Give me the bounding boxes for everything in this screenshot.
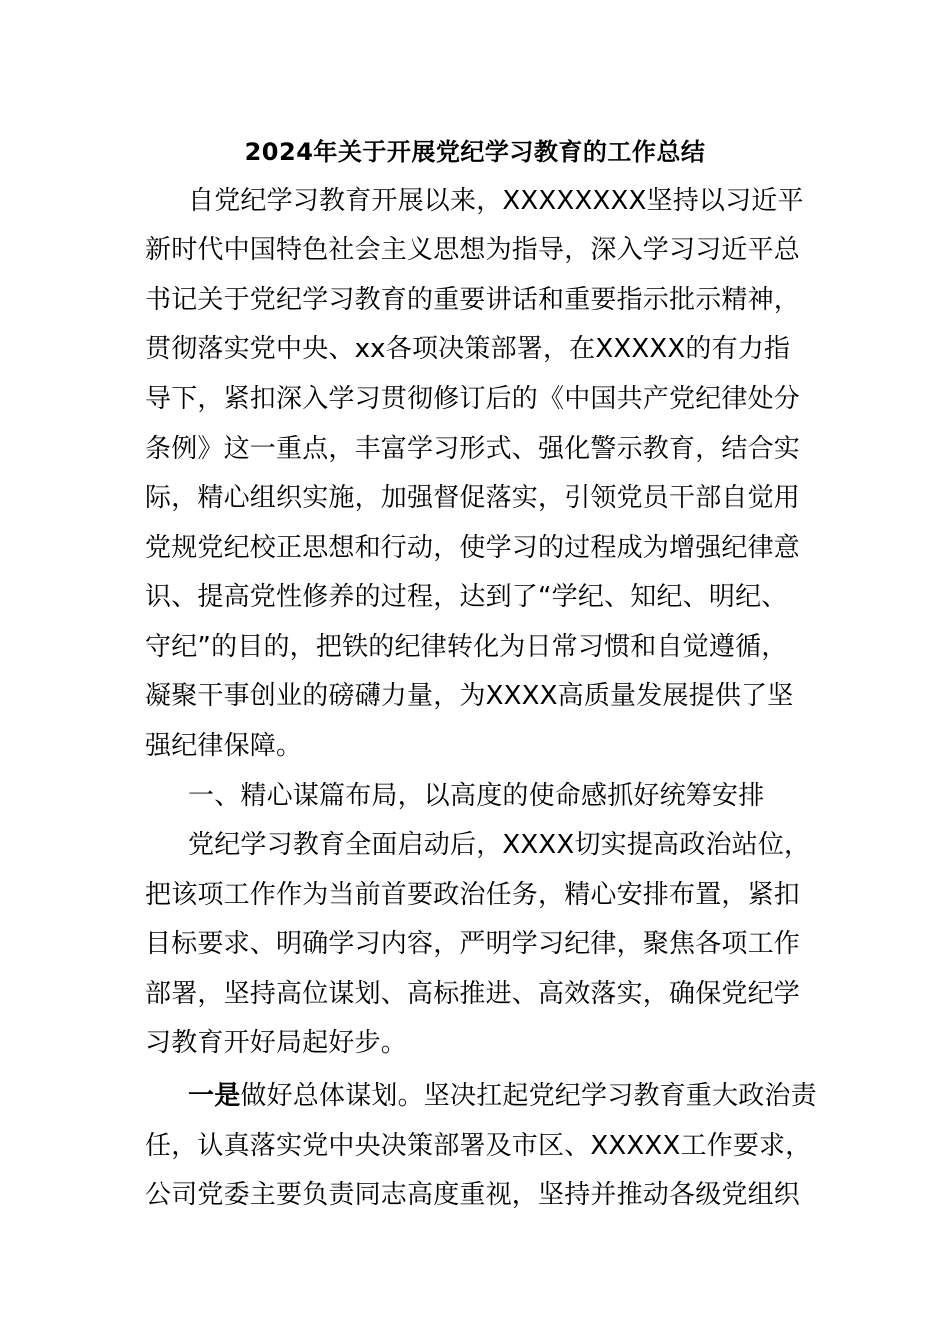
paragraph-2-line-3: 目标要求、明确学习内容，严明学习纪律，聚焦各项工作: [145, 929, 801, 959]
paragraph-3-line-1-text: 做好总体谋划。坚决扛起党纪学习教育重大政治责: [240, 1081, 817, 1111]
paragraph-1-line-12: 强纪律保障。: [145, 731, 303, 761]
paragraph-1-line-4: 贯彻落实党中央、xx各项决策部署，在XXXXX的有力指: [145, 334, 791, 364]
paragraph-2-line-4: 部署，坚持高位谋划、高标推进、高效落实，确保党纪学: [145, 979, 801, 1009]
paragraph-1-line-9: 识、提高党性修养的过程，达到了“学纪、知纪、明纪、: [145, 582, 788, 612]
paragraph-1-line-5: 导下，紧扣深入学习贯彻修订后的《中国共产党纪律处分: [145, 384, 801, 414]
paragraph-3-lead: 一是: [188, 1081, 241, 1111]
paragraph-1-line-1: 自党纪学习教育开展以来，XXXXXXXX坚持以习近平: [188, 186, 804, 216]
paragraph-1-line-10: 守纪”的目的，把铁的纪律转化为日常习惯和自觉遵循，: [145, 632, 788, 662]
paragraph-3-line-1: [188, 1076, 817, 1116]
paragraph-2-line-5: 习教育开好局起好步。: [145, 1028, 408, 1058]
paragraph-2-line-2: 把该项工作作为当前首要政治任务，精心安排布置，紧扣: [145, 880, 801, 910]
paragraph-1-line-2: 新时代中国特色社会主义思想为指导，深入学习习近平总: [145, 235, 801, 265]
document-title: 2024年关于开展党纪学习教育的工作总结: [244, 138, 706, 166]
paragraph-3-line-2: 任，认真落实党中央决策部署及市区、XXXXX工作要求，: [145, 1131, 812, 1161]
paragraph-1-line-6: 条例》这一重点，丰富学习形式、强化警示教育，结合实: [145, 434, 801, 464]
paragraph-1-line-11: 凝聚干事创业的磅礴力量，为XXXX高质量发展提供了坚: [145, 681, 794, 711]
paragraph-1-line-8: 党规党纪校正思想和行动，使学习的过程成为增强纪律意: [145, 533, 801, 563]
paragraph-2-line-1: 党纪学习教育全面启动后，XXXX切实提高政治站位，: [188, 830, 811, 860]
paragraph-1-line-3: 书记关于党纪学习教育的重要讲话和重要指示批示精神，: [145, 285, 801, 315]
paragraph-1-line-7: 际，精心组织实施，加强督促落实，引领党员干部自觉用: [145, 483, 801, 513]
paragraph-3-line-3: 公司党委主要负责同志高度重视，坚持并推动各级党组织: [145, 1180, 801, 1210]
section-heading-1: 一、精心谋篇布局，以高度的使命感抓好统筹安排: [188, 781, 765, 811]
